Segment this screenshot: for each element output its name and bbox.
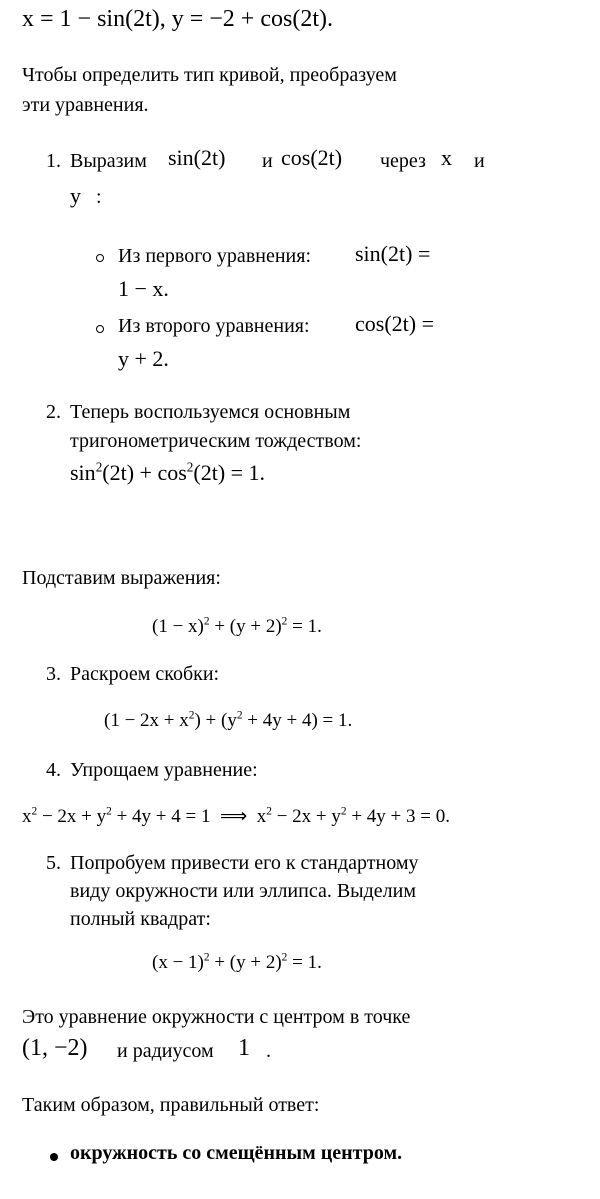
sub-1-text: Из первого уравнения: (118, 245, 311, 267)
top-equation: x = 1 − sin(2t), y = −2 + cos(2t). (22, 6, 333, 32)
conclusion-line-1: Это уравнение окружности с центром в точке (22, 1006, 411, 1028)
conclusion-center: (1, −2) (22, 1035, 88, 1061)
step-1-x: x (441, 145, 452, 170)
step-4-label: Упрощаем уравнение: (70, 759, 258, 781)
sub-2-text: Из второго уравнения: (118, 315, 310, 337)
step-1-label: Выразим (70, 150, 147, 172)
step-1-number: 1. (46, 150, 61, 172)
step-5-line-3: полный квадрат: (70, 908, 211, 930)
answer-label: Таким образом, правильный ответ: (22, 1094, 320, 1116)
substitute-equation: $(1 - x)^2 + (y + 2)^2 = 1$. (152, 615, 322, 637)
conclusion-radius: 1 (238, 1035, 250, 1061)
step-1-and-1: и (262, 150, 273, 172)
step-2-identity: $\sin^2(2t) + \cos^2(2t) = 1$. (70, 459, 266, 485)
step-5-line-1: Попробуем привести его к стандартному (70, 852, 419, 874)
sub-2-math-2: y + 2. (118, 346, 169, 371)
step-5-line-2: виду окружности или эллипса. Выделим (70, 880, 416, 902)
answer-bullet (50, 1153, 58, 1161)
step-4-number: 4. (46, 759, 61, 781)
step-1-cos: cos(2t) (281, 145, 343, 170)
answer-text: окружность со смещённым центром. (70, 1142, 403, 1164)
sub-bullet-2 (96, 325, 104, 333)
step-3-number: 3. (46, 663, 61, 685)
intro-line-1: Чтобы определить тип кривой, преобразуем (22, 64, 397, 86)
step-1-colon: : (96, 186, 102, 208)
step-4-equation: $x^2 - 2x + y^2 + 4y + 4 = 1$ ⟹ $x^2 - 2x + y^2 + 4y + 3 = 0$. (22, 805, 450, 827)
step-1-y: y (70, 183, 81, 208)
step-2-number: 2. (46, 401, 61, 423)
conclusion-radius-text: и радиусом (117, 1040, 214, 1062)
substitute-label: Подставим выражения: (22, 567, 221, 589)
intro-line-2: эти уравнения. (22, 94, 149, 116)
conclusion-dot: . (266, 1040, 271, 1062)
step-1-and-2: и (474, 150, 485, 172)
step-1-sin: sin(2t) (168, 145, 226, 170)
sub-1-math-1: sin(2t) = (355, 241, 431, 266)
sub-1-math-2: 1 − x. (118, 276, 169, 301)
step-2-line-2: тригонометрическим тождеством: (70, 430, 362, 452)
step-3-label: Раскроем скобки: (70, 663, 220, 685)
sub-2-math-1: cos(2t) = (355, 311, 434, 336)
step-1-via: через (380, 150, 426, 172)
implies-arrow: ⟹ (220, 806, 248, 827)
sub-bullet-1 (96, 254, 104, 262)
step-2-line-1: Теперь воспользуемся основным (70, 401, 351, 423)
step-3-equation: $(1 - 2x + x^2) + (y^2 + 4y + 4) = 1$. (104, 709, 353, 731)
step-5-number: 5. (46, 852, 61, 874)
step-5-equation: $(x - 1)^2 + (y + 2)^2 = 1$. (152, 951, 322, 973)
